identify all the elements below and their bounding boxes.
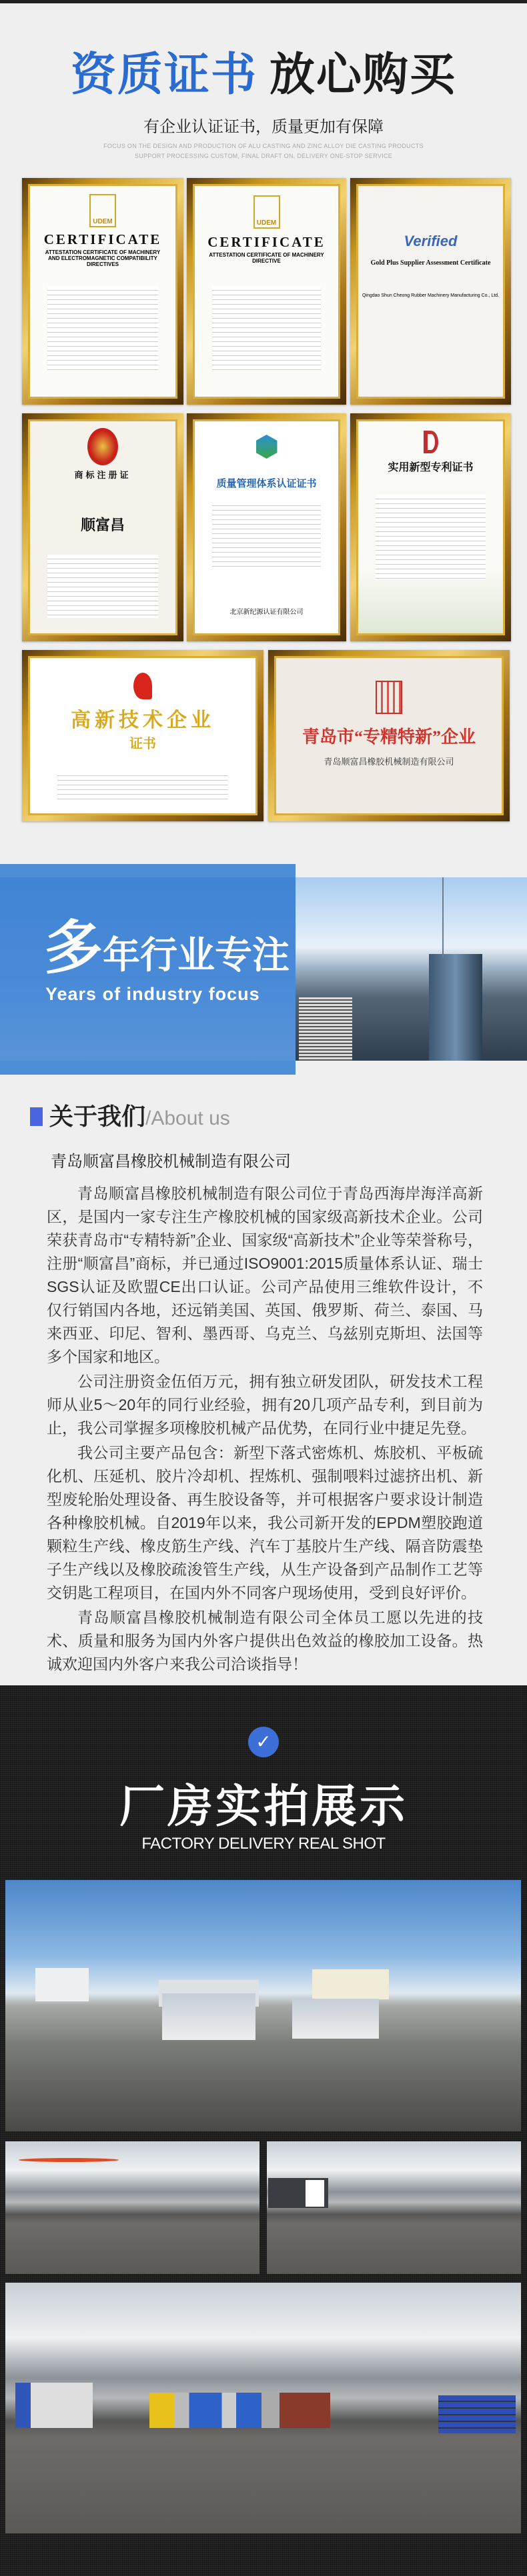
company-name: 青岛顺富昌橡胶机械制造有限公司 — [51, 1153, 291, 1171]
about-paragraph-4: 青岛顺富昌橡胶机械制造有限公司全体员工愿以先进的技术、质量和服务为国内外客户提供出色效益的橡胶加工设备。热诚欢迎国内外客户来我公司洽谈指导！ — [47, 1609, 483, 1673]
cert-body-lines — [57, 771, 229, 799]
cert-subtitle: ATTESTATION CERTIFICATE OF MACHINERY DIRECTIVE — [209, 252, 324, 264]
cert-title: 青岛市“专精特新”企业 — [302, 727, 476, 747]
cert-title: Gold Plus Supplier Assessment Certificate — [370, 259, 491, 267]
years-big-char: 多 — [44, 915, 103, 981]
city-skyline-photo — [296, 877, 527, 1061]
certificate-specialized-new — [268, 650, 510, 821]
years-english: Years of industry focus — [45, 984, 260, 1004]
cert-company: 青岛顺富昌橡胶机械制造有限公司 — [324, 757, 454, 767]
workshop-photo-1 — [5, 2141, 259, 2274]
cert-title: 商标注册证 — [74, 470, 131, 480]
heading-marker — [30, 1107, 43, 1126]
factory-aerial-photo — [5, 1880, 521, 2131]
certificate-alibaba-verified — [350, 178, 511, 405]
about-heading — [30, 1103, 230, 1132]
english-tagline-2: SUPPORT PROCESSING CUSTOM, FINAL DRAFT ON, DELIVERY ONE-STOP SERVICE — [134, 153, 393, 159]
cert-body-lines — [47, 555, 158, 618]
cert-title: 质量管理体系认证证书 — [216, 478, 317, 489]
certificate-ce-machinery — [187, 178, 346, 405]
top-strip — [0, 0, 527, 3]
title-black: 放心购买 — [270, 49, 457, 100]
cert-title: CERTIFICATE — [43, 231, 162, 247]
rubber-machines — [149, 2393, 330, 2428]
skyscraper — [429, 954, 482, 1061]
about-paragraph-1: 青岛顺富昌橡胶机械制造有限公司位于青岛西海岸海洋高新区，是国内一家专注生产橡胶机械的国家级高新技术企业。公司荣获青岛市“专精特新”企业、国家级“高新技术”企业等荣誉称号，注册“顺富昌”商标，并已通过ISO9001:2015质量体系认证、瑞士SGS认证及欧盟CE出口认证。公司产品使用三维软件设计，不仅行销国内各地，还远销美国、英国、俄罗斯、荷兰、泰国、马来西亚、印尼、智利、墨西哥、乌克兰、乌兹别克斯坦、法国等多个国家和地区。 — [47, 1185, 483, 1365]
about-heading-cn: 关于我们 — [49, 1103, 146, 1130]
building — [35, 1968, 89, 2001]
cert-subtitle: ATTESTATION CERTIFICATE OF MACHINERY AND ELECTROMAGNETIC COMPATIBILITY DIRECTIVES — [45, 249, 161, 267]
factory-roof — [162, 1993, 255, 2040]
years-title-rest: 年行业专注 — [103, 934, 290, 976]
cert-title: CERTIFICATE — [207, 234, 326, 250]
about-paragraph-2: 公司注册资金伍佰万元，拥有独立研发团队，研发技术工程师从业5～20年的同行业经验，拥有20几项产品专利，到目前为止，我公司掌握多项橡胶机械产品优势，在同行业中捷足先登。 — [47, 1373, 483, 1437]
national-emblem-icon — [87, 428, 118, 465]
workshop-photo-2 — [267, 2141, 521, 2274]
about-paragraph-3: 我公司主要产品包含：新型下落式密炼机、炼胶机、平板硫化机、压延机、胶片冷却机、捏炼机、强制喂料过滤挤出机、新型废轮胎处理设备、再生胶设备等，并可根据客户要求设计制造各种橡胶机械。自2019年以来，我公司新开发的EPDM塑胶跑道颗粒生产线、橡皮筋生产线、汽车丁基胶片生产线、隔音防震垫子生产线以及橡胶疏浚管生产线，从生产设备到产品制作工艺等交钥匙工程项目，在国内外不同客户现场使用，受到良好评价。 — [47, 1444, 483, 1601]
udem-logo: UDEM — [253, 195, 280, 229]
certificates-title — [0, 51, 527, 99]
antenna — [442, 877, 444, 957]
cert-company: Qingdao Shun Cheong Rubber Machinery Manufacturing Co., Ltd. — [362, 293, 500, 298]
workshop-photo-3 — [5, 2283, 521, 2533]
cert-title: 高新技术企业 — [71, 709, 215, 731]
about-heading-en: /About us — [145, 1107, 230, 1129]
check-icon: ✓ — [248, 1727, 279, 1757]
storage-racks — [15, 2383, 93, 2428]
cert-title: 实用新型专利证书 — [388, 462, 474, 473]
trademark-name: 顺富昌 — [80, 517, 125, 533]
certificates-subtitle: 有企业认证证书，质量更加有保障 — [143, 118, 384, 136]
english-tagline-1: FOCUS ON THE DESIGN AND PRODUCTION OF ALU CASTING AND ZINC ALLOY DIE CASTING PRODUCTS — [103, 143, 424, 149]
cert-body-lines — [212, 501, 321, 569]
cert-logo-icon — [256, 435, 278, 459]
flame-logo-icon — [133, 673, 152, 699]
building — [312, 1969, 389, 1999]
cert-issuer: 北京新纪源认证有限公司 — [229, 609, 304, 616]
title-blue: 资质证书 — [70, 49, 257, 100]
years-title — [44, 915, 290, 982]
factory-roof — [292, 1999, 379, 2039]
factory-title: 厂房实拍展示 — [119, 1781, 408, 1832]
seal-icon — [376, 681, 402, 714]
certificate-ce-emc — [22, 178, 183, 405]
cert-body-lines — [376, 495, 486, 579]
certificate-utility-patent — [350, 413, 511, 641]
certificate-trademark — [22, 413, 183, 641]
cert-body-lines — [47, 286, 158, 370]
certificate-quality-management — [187, 413, 346, 641]
verified-logo: Verified — [404, 233, 458, 249]
certificate-high-tech-enterprise — [22, 650, 264, 821]
parts-bins — [438, 2395, 516, 2433]
crane-beam — [19, 2158, 119, 2162]
about-text — [47, 1182, 483, 1677]
udem-logo: UDEM — [89, 194, 116, 227]
door — [306, 2180, 324, 2207]
cert-subtitle: 证书 — [129, 737, 156, 751]
cert-body-lines — [212, 286, 321, 370]
factory-english: FACTORY DELIVERY REAL SHOT — [141, 1835, 386, 1853]
patent-logo-icon — [424, 431, 438, 453]
building — [299, 997, 352, 1061]
